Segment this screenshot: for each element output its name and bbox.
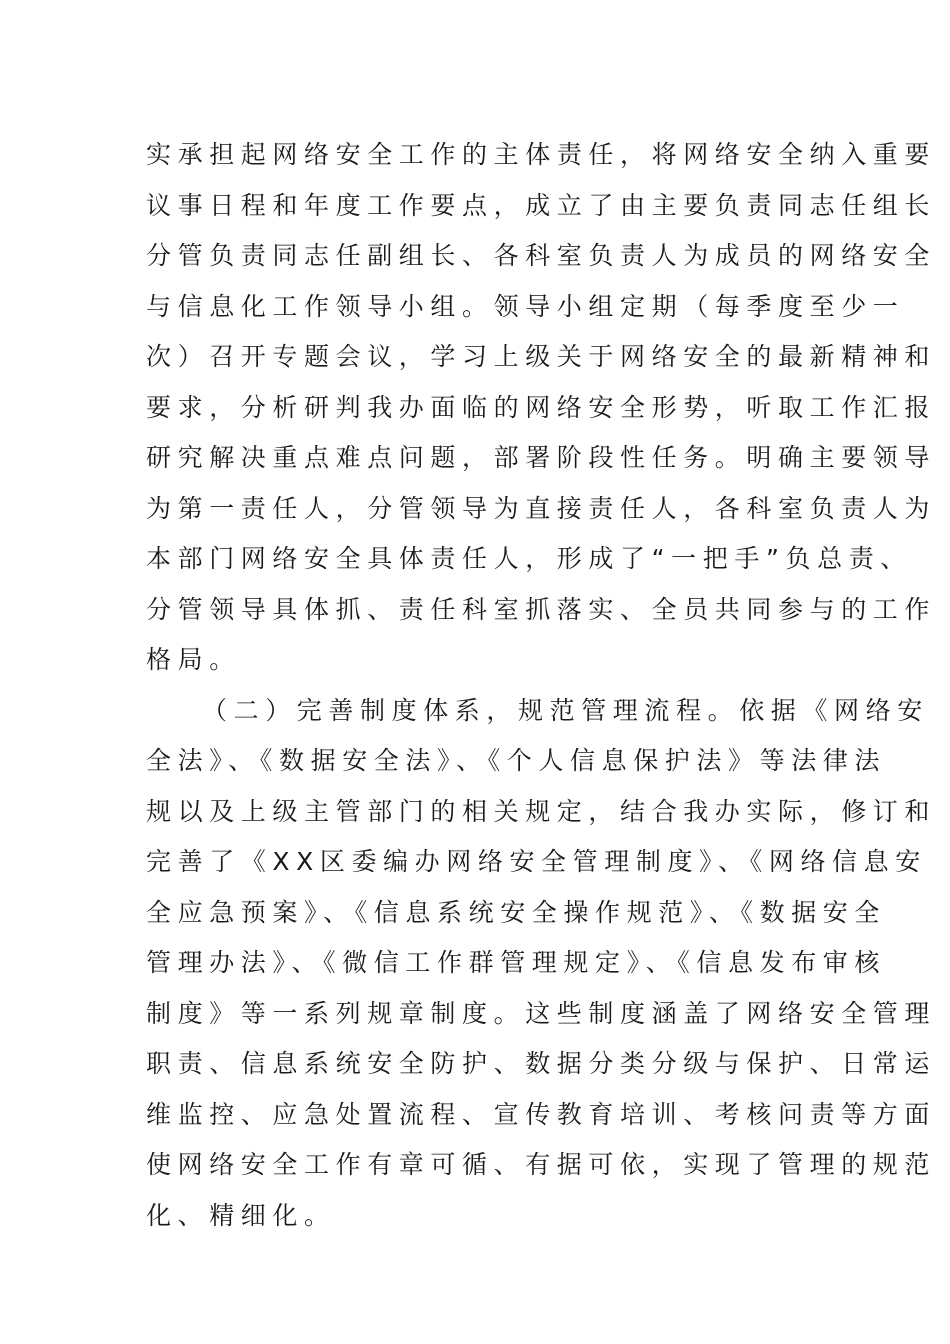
text-line: 次）召开专题会议，学习上级关于网络安全的最新精神和 xyxy=(146,342,937,371)
text-line: 制度》等一系列规章制度。这些制度涵盖了网络安全管理 xyxy=(146,998,937,1028)
text-line: 职责、信息系统安全防护、数据分类分级与保护、日常运 xyxy=(146,1049,937,1078)
text-line: 全应急预案》、《信息系统安全操作规范》、《数据安全 xyxy=(146,897,887,927)
text-line: 规以及上级主管部门的相关规定，结合我办实际，修订和 xyxy=(146,796,937,826)
text-line: 使网络安全工作有章可循、有据可依，实现了管理的规范 xyxy=(146,1150,937,1179)
text-line: 分管领导具体抓、责任科室抓落实、全员共同参与的工作 xyxy=(146,594,937,624)
text-line: 与信息化工作领导小组。领导小组定期（每季度至少一 xyxy=(146,291,905,321)
text-line: 实承担起网络安全工作的主体责任，将网络安全纳入重要 xyxy=(146,140,937,169)
text-line: 本部门网络安全具体责任人，形成了“一把手”负总责、 xyxy=(146,544,912,573)
text-line: 为第一责任人，分管领导为直接责任人，各科室负责人为 xyxy=(146,493,937,523)
text-line: 化、精细化。 xyxy=(146,1200,336,1230)
text-line: 全法》、《数据安全法》、《个人信息保护法》等法律法 xyxy=(146,746,887,775)
paragraph-leadership-responsibility xyxy=(146,130,937,686)
section-heading-line: （二）完善制度体系，规范管理流程。依据《网络安 xyxy=(202,695,929,725)
text-line: 要求，分析研判我办面临的网络安全形势，听取工作汇报 xyxy=(146,392,937,422)
paragraph-institutional-system xyxy=(146,686,937,1242)
text-line: 管理办法》、《微信工作群管理规定》、《信息发布审核 xyxy=(146,948,887,977)
text-line: 完善了《XX区委编办网络安全管理制度》、《网络信息安 xyxy=(146,847,927,876)
document-body xyxy=(146,130,937,1241)
text-line: 研究解决重点难点问题，部署阶段性任务。明确主要领导 xyxy=(146,443,937,472)
text-line: 议事日程和年度工作要点，成立了由主要负责同志任组长 xyxy=(146,190,937,220)
text-line: 分管负责同志任副组长、各科室负责人为成员的网络安全 xyxy=(146,241,937,270)
text-line: 格局。 xyxy=(146,645,241,674)
text-line: 维监控、应急处置流程、宣传教育培训、考核问责等方面 xyxy=(146,1099,937,1129)
